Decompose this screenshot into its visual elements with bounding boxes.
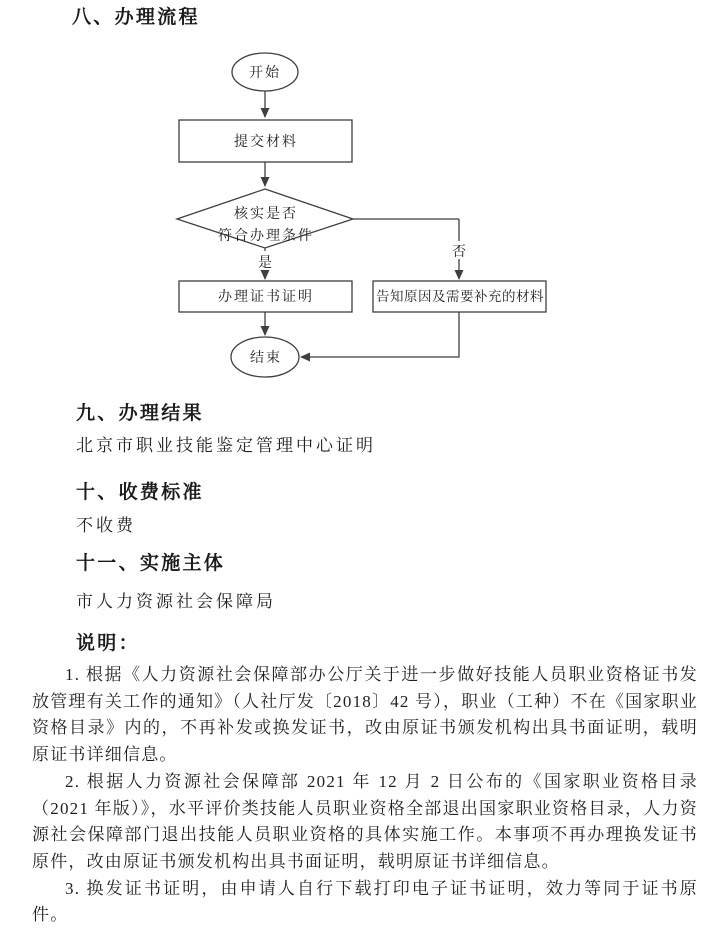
flow-reject-label: 告知原因及需要补充的材料 bbox=[376, 289, 544, 304]
flow-start-label: 开始 bbox=[249, 66, 281, 81]
no-branch-label: 否 bbox=[452, 245, 468, 260]
yes-branch-label: 是 bbox=[258, 256, 274, 271]
arrow-reject-to-end bbox=[301, 312, 459, 357]
section-heading-process-result: 九、办理结果 bbox=[76, 403, 204, 424]
flow-submit-label: 提交材料 bbox=[234, 135, 298, 150]
section-heading-notes: 说明： bbox=[76, 633, 140, 654]
section-heading-process-flow: 八、办理流程 bbox=[72, 7, 200, 28]
section-heading-fee-standard: 十、收费标准 bbox=[76, 482, 204, 503]
notes-paragraphs bbox=[32, 662, 698, 929]
note-paragraph-3: 3. 换发证书证明，由申请人自行下载打印电子证书证明，效力等同于证书原件。 bbox=[32, 878, 698, 925]
section-heading-implementing-entity: 十一、实施主体 bbox=[76, 553, 226, 574]
implementing-entity-text: 市人力资源社会保障局 bbox=[76, 592, 276, 611]
note-paragraph-2: 2. 根据人力资源社会保障部 2021 年 12 月 2 日公布的《国家职业资格目录（2021 年版）》，水平评价类技能人员职业资格全部退出国家职业资格目录，人力资源社会保障部门退出技能人员职业资格的具体实施工作。本事项不再办理换发证书原件，改由原证书颁发机构出具书面证明，载明原证书详细信息。 bbox=[32, 771, 698, 871]
process-result-text: 北京市职业技能鉴定管理中心证明 bbox=[76, 436, 376, 455]
flow-decision-label-line1: 核实是否 bbox=[234, 207, 298, 222]
flow-approve-label: 办理证书证明 bbox=[218, 290, 314, 305]
note-paragraph-1: 1. 根据《人力资源社会保障部办公厅关于进一步做好技能人员职业资格证书发放管理有关工作的通知》（人社厅发〔2018〕42 号），职业（工种）不在《国家职业资格目录》内的，不再补发或换发证书，改由原证书颁发机构出具书面证明，载明原证书详细信息。 bbox=[32, 665, 698, 765]
flow-end-label: 结束 bbox=[250, 351, 282, 366]
fee-standard-text: 不收费 bbox=[76, 516, 136, 535]
flow-decision-label-line2: 符合办理条件 bbox=[218, 229, 314, 244]
process-flowchart bbox=[0, 0, 712, 400]
